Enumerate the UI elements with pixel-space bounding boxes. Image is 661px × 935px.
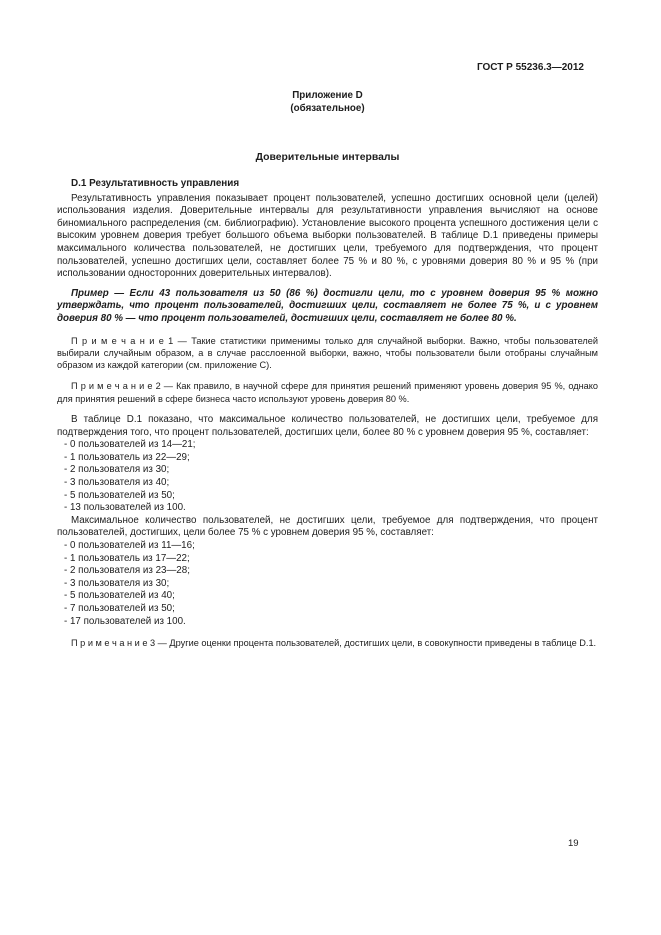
list-item: - 13 пользователей из 100. <box>64 502 186 514</box>
paragraph-effectiveness: Результативность управления показывает процент пользователей, успешно достигших основной цели (целей) использования изделия. Доверительные интервалы для результативности управления вычисляют на основе биномиального распределения (см. библиографию). Установление высокого процента успешного достижения цели с высоким уровнем доверия требует большого объема выборки пользователей. В таблице D.1 приведены примеры максимального количества пользователей, не достигших цели, требуемого для подтверждения, что процент пользователей, успешно достигших цели, составляет более 75 % и 80 %, с уровнями доверия 80 % и 95 % (при использовании односторонних доверительных интервалов). <box>57 192 598 280</box>
section-heading: D.1 Результативность управления <box>71 178 240 189</box>
list-item: - 1 пользователь из 22—29; <box>64 451 190 463</box>
list-item: - 2 пользователя из 30; <box>64 464 170 476</box>
list-item: - 0 пользователей из 11—16; <box>64 539 195 551</box>
list-item: - 5 пользователей из 50; <box>64 489 175 501</box>
list-intro-80-percent: В таблице D.1 показано, что максимальное количество пользователей, не достигших цели, требуемое для подтверждения того, что процент пользователей, достигших цели, более 80 % с уровнем доверия 95 %, составляет: <box>57 414 598 438</box>
example-paragraph: Пример — Если 43 пользователя из 50 (86 %) достигли цели, то с уровнем доверия 95 % можно утверждать, что процент пользователей, достигших цели, составляет не более 75 %, и с уровнем доверия 80 % — что процент пользователей, достигших цели, составляет не более 80 %. <box>57 287 598 324</box>
appendix-label: Приложение D <box>292 90 363 101</box>
list-item: - 0 пользователей из 14—21; <box>64 439 196 451</box>
list-item: - 1 пользователь из 17—22; <box>64 552 190 564</box>
list-item: - 3 пользователя из 40; <box>64 476 170 488</box>
note-1: П р и м е ч а н и е 1 — Такие статистики применимы только для случайной выборки. Важно, чтобы пользователей выбирали случайным образом, а в случае расслоенной выборки, важно, чтобы пользователи были отобраны случайным образом из каждой категории (см. приложение С). <box>57 335 598 371</box>
list-item: - 17 пользователей из 100. <box>64 615 186 627</box>
list-intro-75-percent: Максимальное количество пользователей, не достигших цели, требуемое для подтверждения, что процент пользователей, достигших, цели более 75 % с уровнем доверия 95 %, составляет: <box>57 514 598 539</box>
document-standard-code: ГОСТ Р 55236.3—2012 <box>476 62 584 73</box>
document-content <box>57 0 598 649</box>
page-title: Доверительные интервалы <box>255 152 400 163</box>
list-75-percent <box>57 540 598 628</box>
list-item: - 7 пользователей из 50; <box>64 602 175 614</box>
list-item: - 5 пользователей из 40; <box>64 590 175 602</box>
appendix-heading <box>57 90 598 115</box>
page-number: 19 <box>568 838 579 849</box>
list-item: - 2 пользователя из 23—28; <box>64 565 190 577</box>
appendix-type: (обязательное) <box>290 102 365 114</box>
list-item: - 3 пользователя из 30; <box>64 577 170 589</box>
note-2: П р и м е ч а н и е 2 — Как правило, в научной сфере для принятия решений применяют уровень доверия 95 %, однако для принятия решений в сфере бизнеса часто используют уровень доверия 80 %. <box>57 381 598 404</box>
note-3: П р и м е ч а н и е 3 — Другие оценки процента пользователей, достигших цели, в совокупности приведены в таблице D.1. <box>71 638 597 649</box>
list-80-percent <box>57 439 598 515</box>
